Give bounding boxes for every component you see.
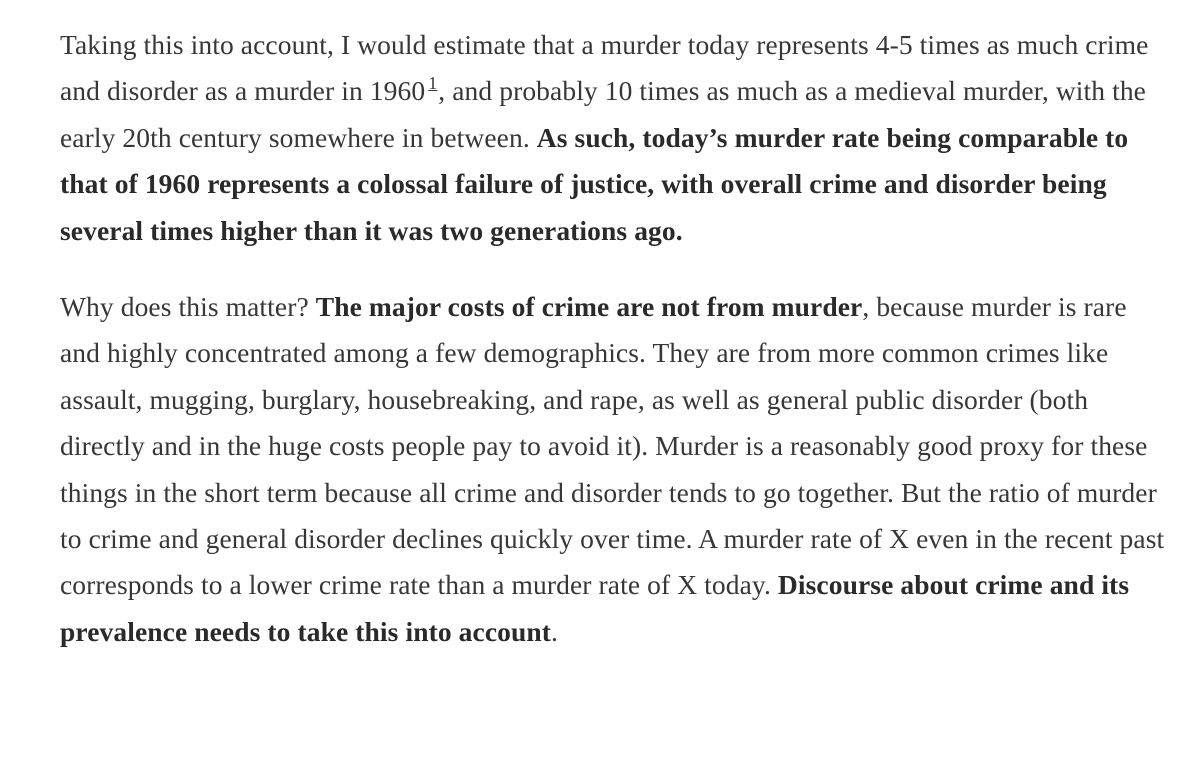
paragraph-1-bold-1: As such, today’s murder rate being comparable to that of 1960 represents a colossal failure of justice, with overall crime and disorder being several times higher than it was two generations ago. (60, 121, 1129, 246)
article-body (60, 22, 1172, 685)
paragraph-1 (60, 22, 1172, 254)
paragraph-2-bold-2: Discourse about crime and its prevalence needs to take this into account (60, 569, 1130, 647)
paragraph-2-text-3: . (551, 615, 559, 647)
paragraph-2 (60, 284, 1172, 655)
paragraph-1-text-2: , and probably 10 times as much as a medieval murder, with the early 20th century somewhere in between. (60, 75, 1146, 153)
paragraph-1-text-1: Taking this into account, I would estimate that a murder today represents 4-5 times as much crime and disorder as a murder in 1960 (60, 29, 1149, 107)
paragraph-2-bold-1: The major costs of crime are not from murder (315, 291, 863, 323)
paragraph-2-text-2: , because murder is rare and highly concentrated among a few demographics. They are from more common crimes like assault, mugging, burglary, housebreaking, and rape, as well as general public disorder (both directly and in the huge costs people pay to avoid it). Murder is a reasonably good proxy for these things in the short term because all crime and disorder tends to go together. But the ratio of murder to crime and general disorder declines quickly over time. A murder rate of X even in the recent past corresponds to a lower crime rate than a murder rate of X today. (60, 291, 1165, 601)
footnote-1-link[interactable]: 1 (428, 73, 438, 94)
paragraph-2-text-1: Why does this matter? (60, 291, 316, 323)
